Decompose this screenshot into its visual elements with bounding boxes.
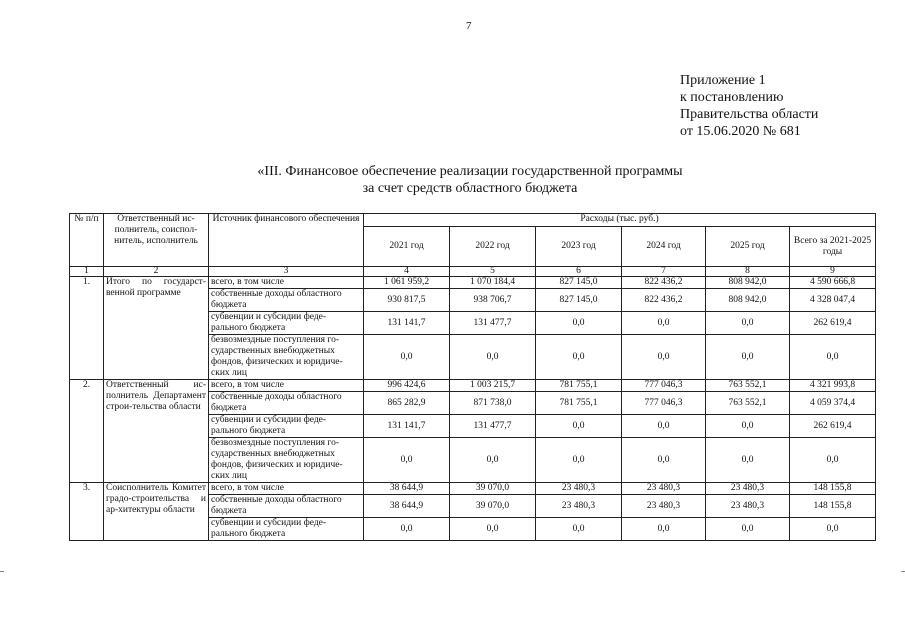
value-cell: 822 436,2 [622,277,706,289]
column-index-row [70,267,876,277]
value-cell: 23 480,3 [622,495,706,518]
value-cell: 763 552,1 [706,380,790,392]
value-cell: 1 070 184,4 [450,277,536,289]
value-cell: 781 755,1 [536,380,622,392]
responsible-cell: Итого по государст-венной программе [104,277,209,380]
value-cell: 38 644,9 [364,483,450,495]
value-cell: 0,0 [364,335,450,380]
source-cell: безвозмездные поступления го-сударственных внебюджетных фондов, физических и юридиче-ских лиц [209,335,364,380]
value-cell: 871 738,0 [450,392,536,415]
value-cell: 0,0 [536,438,622,483]
value-cell: 23 480,3 [622,483,706,495]
source-cell: всего, в том числе [209,380,364,392]
column-index: 8 [706,267,790,277]
value-cell: 822 436,2 [622,289,706,312]
column-index: 1 [70,267,104,277]
source-cell: собственные доходы областного бюджета [209,495,364,518]
header-year: 2022 год [450,227,536,267]
value-cell: 38 644,9 [364,495,450,518]
header-year: 2025 год [706,227,790,267]
source-cell: всего, в том числе [209,277,364,289]
value-cell: 0,0 [364,518,450,541]
value-cell: 996 424,6 [364,380,450,392]
column-index: 2 [104,267,209,277]
value-cell: 0,0 [536,518,622,541]
source-cell: собственные доходы областного бюджета [209,289,364,312]
header-year: 2024 год [622,227,706,267]
value-cell: 763 552,1 [706,392,790,415]
value-cell: 1 061 959,2 [364,277,450,289]
value-cell: 0,0 [706,438,790,483]
value-cell: 131 477,7 [450,415,536,438]
value-cell: 23 480,3 [706,495,790,518]
value-cell: 0,0 [364,438,450,483]
value-cell: 0,0 [706,335,790,380]
value-cell: 0,0 [450,335,536,380]
value-cell: 827 145,0 [536,289,622,312]
value-cell: 0,0 [622,312,706,335]
header-responsible: Ответственный ис-полнитель, соиспол-нитель, исполнитель [104,214,209,267]
column-index: 5 [450,267,536,277]
title-line: за счет средств областного бюджета [362,181,578,196]
value-cell: 777 046,3 [622,380,706,392]
value-cell: 0,0 [536,415,622,438]
value-cell: 0,0 [622,335,706,380]
appendix-line: к постановлению [680,90,784,105]
value-cell: 930 817,5 [364,289,450,312]
responsible-cell: Ответственный ис-полнитель Департамент строи-тельства области [104,380,209,483]
value-cell: 39 070,0 [450,483,536,495]
value-cell: 777 046,3 [622,392,706,415]
total-cell: 148 155,8 [790,483,876,495]
value-cell: 0,0 [706,415,790,438]
appendix-block [680,72,818,140]
column-index: 9 [790,267,876,277]
responsible-cell: Соисполнитель Комитет градо-строительства и ар-хитектуры области [104,483,209,541]
total-cell: 4 590 666,8 [790,277,876,289]
value-cell: 23 480,3 [536,483,622,495]
source-cell: субвенции и субсидии феде-рального бюджета [209,415,364,438]
row-number: 1. [70,277,104,380]
appendix-line: от 15.06.2020 № 681 [680,124,801,139]
value-cell: 0,0 [536,335,622,380]
financing-table [69,213,876,541]
total-cell: 148 155,8 [790,495,876,518]
value-cell: 39 070,0 [450,495,536,518]
value-cell: 1 003 215,7 [450,380,536,392]
header-num: № п/п [70,214,104,267]
table-row [70,277,876,289]
value-cell: 808 942,0 [706,289,790,312]
total-cell: 0,0 [790,518,876,541]
value-cell: 827 145,0 [536,277,622,289]
header-source: Источник финансового обеспечения [209,214,364,267]
header-year: 2021 год [364,227,450,267]
row-number: 3. [70,483,104,541]
source-cell: безвозмездные поступления го-сударственных внебюджетных фондов, физических и юридиче-ских лиц [209,438,364,483]
total-cell: 4 321 993,8 [790,380,876,392]
value-cell: 0,0 [622,518,706,541]
total-cell: 262 619,4 [790,415,876,438]
total-cell: 0,0 [790,335,876,380]
header-total: Всего за 2021-2025 годы [790,227,876,267]
appendix-line: Правительства области [680,107,819,122]
value-cell: 131 477,7 [450,312,536,335]
title-line: «III. Финансовое обеспечение реализации государственной программы [257,164,683,179]
total-cell: 262 619,4 [790,312,876,335]
page-number: 7 [466,20,472,32]
value-cell: 23 480,3 [706,483,790,495]
table-row [70,483,876,495]
column-index: 4 [364,267,450,277]
total-cell: 4 059 374,4 [790,392,876,415]
value-cell: 131 141,7 [364,312,450,335]
value-cell: 131 141,7 [364,415,450,438]
source-cell: всего, в том числе [209,483,364,495]
value-cell: 0,0 [622,415,706,438]
header-year: 2023 год [536,227,622,267]
source-cell: субвенции и субсидии феде-рального бюджета [209,312,364,335]
value-cell: 23 480,3 [536,495,622,518]
value-cell: 938 706,7 [450,289,536,312]
total-cell: 0,0 [790,438,876,483]
source-cell: собственные доходы областного бюджета [209,392,364,415]
value-cell: 0,0 [450,438,536,483]
value-cell: 781 755,1 [536,392,622,415]
appendix-line: Приложение 1 [680,73,766,88]
row-number: 2. [70,380,104,483]
value-cell: 0,0 [622,438,706,483]
value-cell: 0,0 [536,312,622,335]
header-expenses: Расходы (тыс. руб.) [364,214,876,227]
scan-edge-mark [0,571,4,572]
column-index: 6 [536,267,622,277]
table-row [70,380,876,392]
source-cell: субвенции и субсидии феде-рального бюджета [209,518,364,541]
value-cell: 808 942,0 [706,277,790,289]
value-cell: 865 282,9 [364,392,450,415]
value-cell: 0,0 [706,312,790,335]
total-cell: 4 328 047,4 [790,289,876,312]
column-index: 7 [622,267,706,277]
value-cell: 0,0 [706,518,790,541]
value-cell: 0,0 [450,518,536,541]
section-title [180,163,760,197]
column-index: 3 [209,267,364,277]
scan-edge-mark [901,571,905,572]
